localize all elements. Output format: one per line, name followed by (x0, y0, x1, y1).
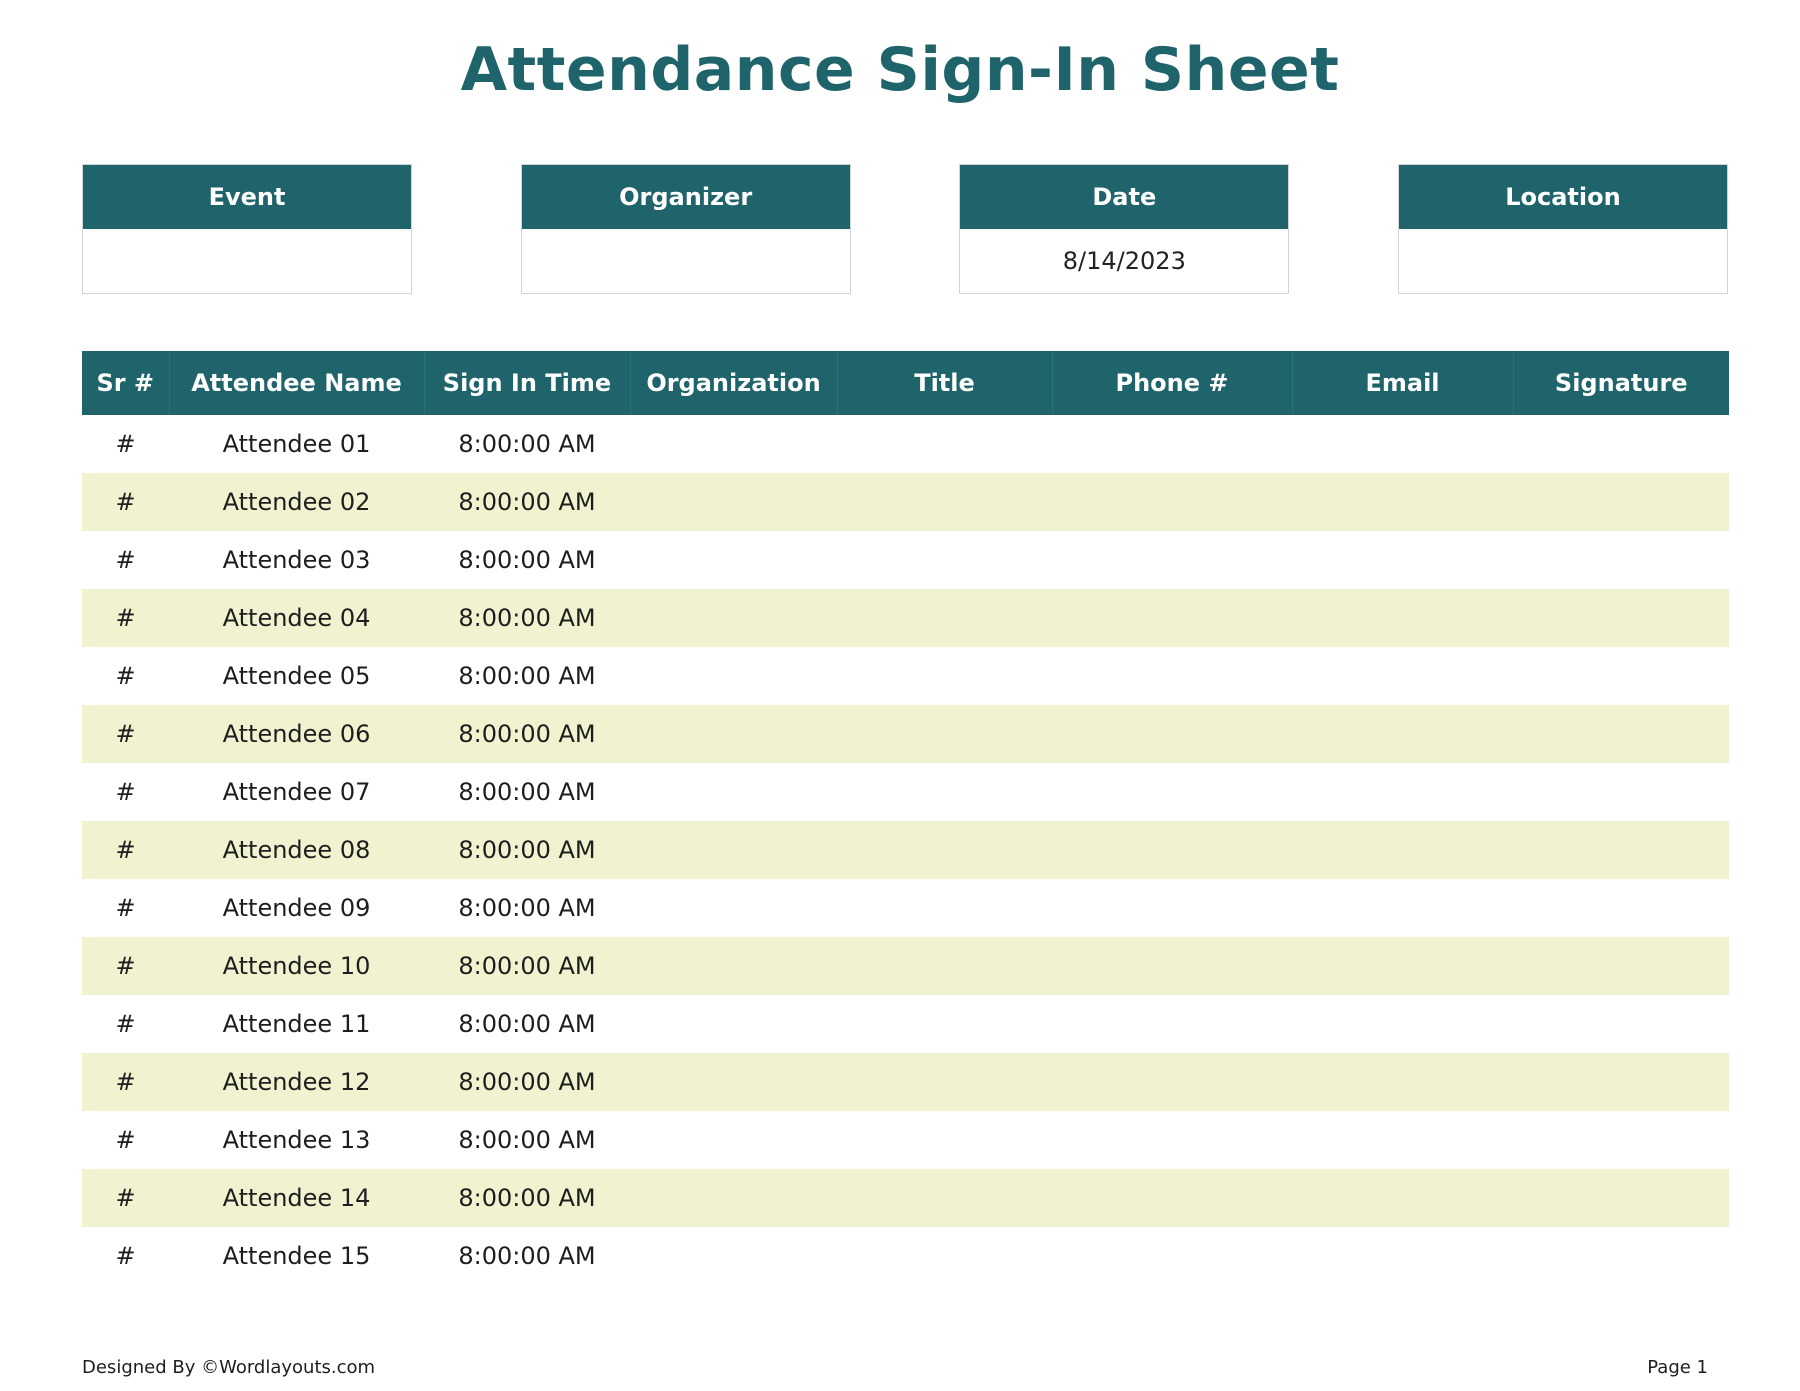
table-row (82, 705, 1729, 763)
attendance-table (82, 351, 1729, 1285)
table-row (82, 1227, 1729, 1285)
table-body (82, 415, 1729, 1285)
cell-title[interactable] (837, 415, 1052, 473)
cell-email[interactable] (1292, 1053, 1513, 1111)
cell-sign-in-time: 8:00:00 AM (458, 778, 596, 806)
cell-phone[interactable] (1052, 1227, 1292, 1285)
cell-attendee-name: Attendee 05 (222, 662, 371, 690)
cell-phone[interactable] (1052, 531, 1292, 589)
cell-phone[interactable] (1052, 995, 1292, 1053)
cell-phone[interactable] (1052, 763, 1292, 821)
date-label: Date (960, 165, 1288, 229)
cell-organization[interactable] (630, 1053, 837, 1111)
cell-title[interactable] (837, 1227, 1052, 1285)
cell-title[interactable] (837, 763, 1052, 821)
event-field[interactable] (83, 229, 411, 293)
table-row (82, 1111, 1729, 1169)
organizer-box (521, 164, 851, 294)
cell-sign-in-time: 8:00:00 AM (424, 589, 630, 647)
cell-title[interactable] (837, 879, 1052, 937)
cell-email[interactable] (1292, 415, 1513, 473)
cell-signature[interactable] (1513, 473, 1729, 531)
cell-phone[interactable] (1052, 473, 1292, 531)
cell-sr: # (115, 1010, 136, 1038)
table-row (82, 647, 1729, 705)
footer-credit: Designed By ©Wordlayouts.com (82, 1357, 376, 1378)
cell-email[interactable] (1292, 473, 1513, 531)
cell-sign-in-time: 8:00:00 AM (424, 705, 630, 763)
organizer-field[interactable] (522, 229, 850, 293)
cell-phone[interactable] (1052, 1111, 1292, 1169)
cell-title[interactable] (837, 1169, 1052, 1227)
cell-sign-in-time: 8:00:00 AM (424, 473, 630, 531)
organizer-label: Organizer (522, 165, 850, 229)
cell-sign-in-time: 8:00:00 AM (458, 1242, 596, 1270)
cell-attendee-name: Attendee 02 (169, 473, 424, 531)
cell-title[interactable] (837, 589, 1052, 647)
column-header-organization: Organization (630, 351, 837, 415)
cell-sign-in-time: 8:00:00 AM (424, 821, 630, 879)
cell-title[interactable] (837, 1053, 1052, 1111)
cell-organization[interactable] (630, 1111, 837, 1169)
cell-organization[interactable] (630, 763, 837, 821)
event-label: Event (83, 165, 411, 229)
table-row (82, 589, 1729, 647)
cell-signature[interactable] (1513, 415, 1729, 473)
cell-signature[interactable] (1513, 1227, 1729, 1285)
cell-email[interactable] (1292, 1169, 1513, 1227)
cell-phone[interactable] (1052, 1053, 1292, 1111)
cell-email[interactable] (1292, 1111, 1513, 1169)
cell-organization[interactable] (630, 705, 837, 763)
cell-signature[interactable] (1513, 821, 1729, 879)
cell-signature[interactable] (1513, 879, 1729, 937)
cell-attendee-name: Attendee 14 (169, 1169, 424, 1227)
cell-attendee-name: Attendee 04 (169, 589, 424, 647)
column-header-sign-in-time: Sign In Time (424, 351, 630, 415)
cell-signature[interactable] (1513, 937, 1729, 995)
cell-sign-in-time: 8:00:00 AM (424, 937, 630, 995)
column-header-attendee-name: Attendee Name (169, 351, 424, 415)
cell-organization[interactable] (630, 937, 837, 995)
cell-title[interactable] (837, 473, 1052, 531)
cell-email[interactable] (1292, 937, 1513, 995)
cell-phone[interactable] (1052, 415, 1292, 473)
cell-sr: # (82, 821, 169, 879)
cell-sr: # (115, 894, 136, 922)
cell-email[interactable] (1292, 995, 1513, 1053)
cell-title[interactable] (837, 1111, 1052, 1169)
location-box (1398, 164, 1728, 294)
column-header-phone: Phone # (1052, 351, 1292, 415)
cell-organization[interactable] (630, 531, 837, 589)
cell-organization[interactable] (630, 879, 837, 937)
table-row (82, 763, 1729, 821)
cell-attendee-name: Attendee 13 (222, 1126, 371, 1154)
location-label: Location (1399, 165, 1727, 229)
cell-email[interactable] (1292, 531, 1513, 589)
cell-sr: # (82, 589, 169, 647)
cell-attendee-name: Attendee 09 (222, 894, 371, 922)
page-number: Page 1 (1647, 1357, 1708, 1378)
cell-sign-in-time: 8:00:00 AM (458, 662, 596, 690)
cell-phone[interactable] (1052, 705, 1292, 763)
cell-signature[interactable] (1513, 1053, 1729, 1111)
cell-email[interactable] (1292, 647, 1513, 705)
table-header-row (82, 351, 1729, 415)
cell-sr: # (82, 1169, 169, 1227)
cell-signature[interactable] (1513, 647, 1729, 705)
cell-signature[interactable] (1513, 763, 1729, 821)
page-title: Attendance Sign-In Sheet (460, 35, 1340, 105)
cell-organization[interactable] (630, 647, 837, 705)
cell-attendee-name: Attendee 08 (169, 821, 424, 879)
cell-sr: # (82, 473, 169, 531)
table-row (82, 415, 1729, 473)
cell-signature[interactable] (1513, 705, 1729, 763)
cell-signature[interactable] (1513, 1111, 1729, 1169)
date-box (959, 164, 1289, 294)
cell-attendee-name: Attendee 11 (222, 1010, 371, 1038)
cell-email[interactable] (1292, 821, 1513, 879)
event-info-row (82, 164, 1728, 294)
cell-title[interactable] (837, 995, 1052, 1053)
cell-attendee-name: Attendee 03 (222, 546, 371, 574)
cell-attendee-name: Attendee 15 (222, 1242, 371, 1270)
cell-sign-in-time: 8:00:00 AM (424, 1169, 630, 1227)
cell-organization[interactable] (630, 1227, 837, 1285)
cell-organization[interactable] (630, 589, 837, 647)
column-header-signature: Signature (1513, 351, 1729, 415)
cell-sr: # (115, 1242, 136, 1270)
cell-sr: # (115, 430, 136, 458)
cell-attendee-name: Attendee 07 (222, 778, 371, 806)
cell-signature[interactable] (1513, 1169, 1729, 1227)
cell-organization[interactable] (630, 821, 837, 879)
cell-organization[interactable] (630, 995, 837, 1053)
table-row (82, 1169, 1729, 1227)
cell-email[interactable] (1292, 589, 1513, 647)
cell-attendee-name: Attendee 10 (169, 937, 424, 995)
cell-sign-in-time: 8:00:00 AM (424, 1053, 630, 1111)
column-header-title: Title (837, 351, 1052, 415)
cell-signature[interactable] (1513, 995, 1729, 1053)
table-row (82, 821, 1729, 879)
cell-sr: # (82, 1053, 169, 1111)
cell-phone[interactable] (1052, 647, 1292, 705)
cell-organization[interactable] (630, 415, 837, 473)
cell-sr: # (115, 778, 136, 806)
cell-sr: # (82, 937, 169, 995)
cell-signature[interactable] (1513, 531, 1729, 589)
cell-email[interactable] (1292, 879, 1513, 937)
cell-sr: # (82, 705, 169, 763)
event-box (82, 164, 412, 294)
table-row (82, 473, 1729, 531)
cell-title[interactable] (837, 705, 1052, 763)
table-row (82, 937, 1729, 995)
table-row (82, 995, 1729, 1053)
cell-phone[interactable] (1052, 1169, 1292, 1227)
cell-signature[interactable] (1513, 589, 1729, 647)
cell-organization[interactable] (630, 1169, 837, 1227)
cell-sign-in-time: 8:00:00 AM (458, 546, 596, 574)
table-row (82, 531, 1729, 589)
cell-sign-in-time: 8:00:00 AM (458, 1126, 596, 1154)
cell-sr: # (115, 662, 136, 690)
cell-phone[interactable] (1052, 879, 1292, 937)
cell-phone[interactable] (1052, 589, 1292, 647)
cell-email[interactable] (1292, 763, 1513, 821)
table-row (82, 1053, 1729, 1111)
column-header-sr: Sr # (82, 351, 169, 415)
cell-sign-in-time: 8:00:00 AM (458, 894, 596, 922)
cell-attendee-name: Attendee 06 (169, 705, 424, 763)
date-field[interactable]: 8/14/2023 (1062, 247, 1186, 275)
cell-phone[interactable] (1052, 937, 1292, 995)
cell-title[interactable] (837, 821, 1052, 879)
cell-title[interactable] (837, 937, 1052, 995)
cell-phone[interactable] (1052, 821, 1292, 879)
table-row (82, 879, 1729, 937)
cell-sr: # (115, 1126, 136, 1154)
cell-sign-in-time: 8:00:00 AM (458, 1010, 596, 1038)
cell-email[interactable] (1292, 1227, 1513, 1285)
column-header-email: Email (1292, 351, 1513, 415)
cell-organization[interactable] (630, 473, 837, 531)
cell-sign-in-time: 8:00:00 AM (458, 430, 596, 458)
cell-attendee-name: Attendee 12 (169, 1053, 424, 1111)
cell-title[interactable] (837, 647, 1052, 705)
location-field[interactable] (1399, 229, 1727, 293)
cell-title[interactable] (837, 531, 1052, 589)
cell-attendee-name: Attendee 01 (222, 430, 371, 458)
cell-email[interactable] (1292, 705, 1513, 763)
cell-sr: # (115, 546, 136, 574)
